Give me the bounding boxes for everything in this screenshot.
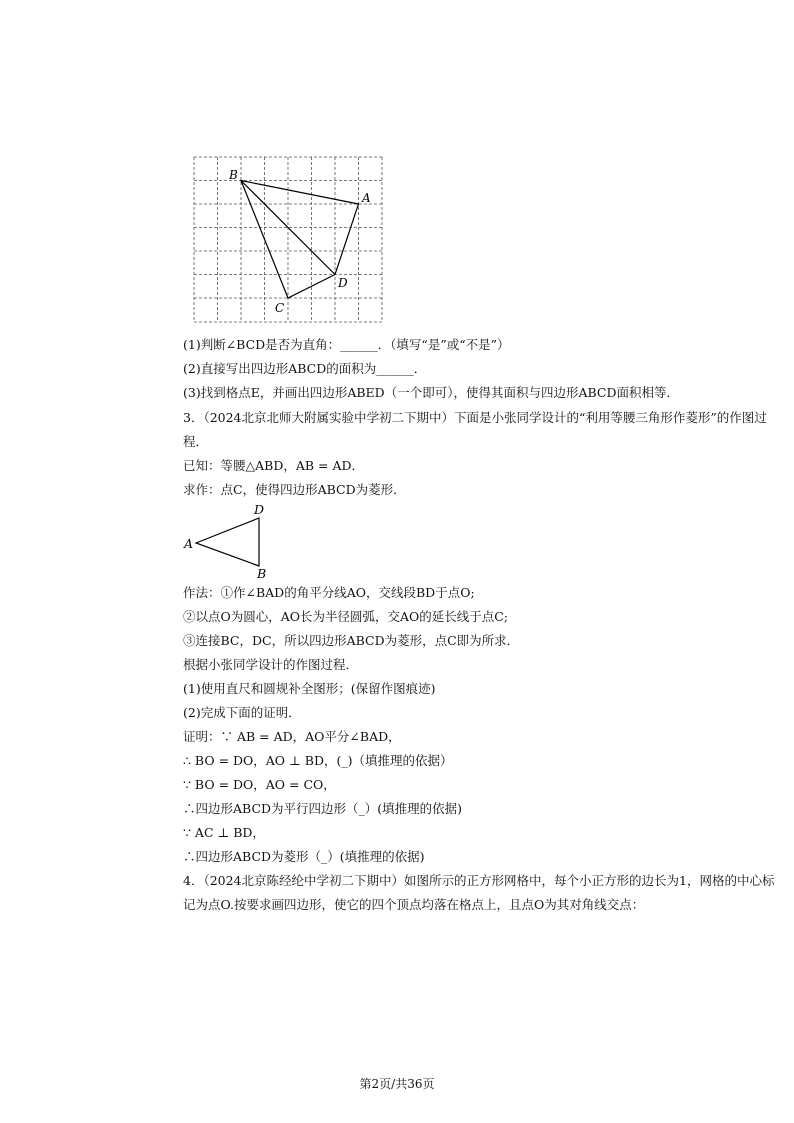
q3-intro-line1: 3．（2024北京北师大附属实验中学初二下期中）下面是小张同学设计的“利用等腰三角形作菱形”的作图过 [183, 410, 767, 425]
q3-step3: ③连接BC，DC，所以四边形ABCD为菱形，点C即为所求． [183, 633, 520, 648]
q3-step2: ②以点O为圆心，AO长为半径圆弧，交AO的延长线于点C; [183, 609, 509, 624]
q3-proof-1: 证明：∵ AB = AD，AO平分∠BAD， [183, 729, 401, 744]
q4-line1: 4．（2024北京陈经纶中学初二下期中）如图所示的正方形网格中，每个小正方形的边长为1，网格的中心标 [183, 873, 775, 888]
q3-known: 已知：等腰△ABD，AB = AD． [183, 458, 365, 473]
q3-step6: (2)完成下面的证明． [183, 705, 301, 720]
q3-proof-4: ∴四边形ABCD为平行四边形（_）(填推理的依据) [183, 801, 463, 816]
q2-part2: (2)直接写出四边形ABCD的面积为______． [183, 361, 427, 376]
q4-line2: 记为点O.按要求画四边形，使它的四个顶点均落在格点上，且点O为其对角线交点： [183, 897, 645, 912]
q3-proof-6: ∴四边形ABCD为菱形（_）(填推理的依据) [183, 849, 425, 864]
q3-find: 求作：点C，使得四边形ABCD为菱形． [183, 482, 406, 497]
grid-figure [186, 150, 392, 330]
label-d: D [254, 502, 265, 517]
page-footer: 第2页/共36页 [359, 1077, 435, 1091]
label-d: D [338, 276, 348, 290]
triangle-figure [180, 500, 270, 582]
q3-intro-line2: 程． [183, 434, 209, 449]
q3-step5: (1)使用直尺和圆规补全图形；(保留作图痕迹) [183, 681, 436, 696]
q3-proof-5: ∵ AC ⊥ BD， [183, 825, 265, 840]
q3-step4: 根据小张同学设计的作图过程． [183, 657, 359, 672]
q2-part1: (1)判断∠BCD是否为直角：______．（填写“是”或“不是”） [183, 337, 510, 352]
q3-proof-3: ∵ BO = DO，AO = CO， [183, 777, 336, 792]
label-b: B [229, 168, 238, 182]
q2-part3: (3)找到格点E，并画出四边形ABED（一个即可），使得其面积与四边形ABCD面积相等． [183, 385, 679, 400]
q3-step1: 作法：①作∠BAD的角平分线AO，交线段BD于点O; [183, 585, 475, 600]
label-b: B [257, 566, 267, 581]
triangle-abd [196, 518, 259, 566]
label-a: A [184, 536, 194, 551]
q3-proof-2: ∴ BO = DO，AO ⊥ BD，(_)（填推理的依据） [183, 753, 453, 768]
label-c: C [275, 301, 285, 315]
label-a: A [362, 191, 371, 205]
